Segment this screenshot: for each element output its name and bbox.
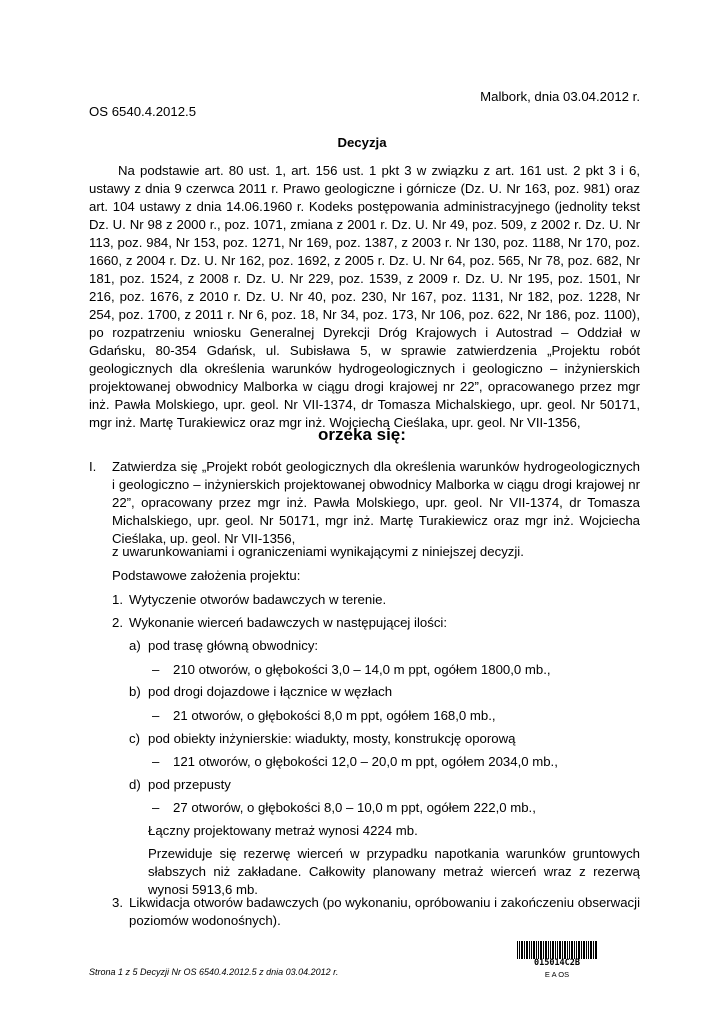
subitem-text: pod trasę główną obwodnicy: (148, 638, 319, 653)
ruling-heading: orzeka się: (318, 425, 406, 444)
item-number: 3. (112, 895, 123, 910)
section-marker: I. (89, 459, 97, 474)
dash-bullet: – (152, 662, 160, 677)
item-text: Likwidacja otworów badawczych (po wykonaniu, opróbowaniu i zakończeniu obserwacji poziomów wodonośnych). (129, 895, 640, 928)
subitem-letter: d) (129, 777, 141, 792)
barcode-number: 015014C2B (533, 958, 581, 968)
barcode-label: E A OS (544, 970, 570, 979)
drilling-detail: 210 otworów, o głębokości 3,0 – 14,0 m ppt, ogółem 1800,0 mb., (173, 662, 551, 677)
decision-title: Decyzja (337, 135, 387, 150)
drilling-detail: 27 otworów, o głębokości 8,0 – 10,0 m ppt, ogółem 222,0 mb., (173, 800, 536, 815)
drilling-detail: 121 otworów, o głębokości 12,0 – 20,0 m ppt, ogółem 2034,0 mb., (173, 754, 558, 769)
approval-paragraph: Zatwierdza się „Projekt robót geologicznych dla określenia warunków hydrogeologicznych i geologiczno – inżynierskich projektowanej obwodnicy Malborka w ciągu drogi krajowej nr 22”, opracowany przez mgr inż. Pawła Molskiego, upr. geol. Nr VII-1374, dr Tomasza Michalskiego, upr. geol. Nr 50171, mgr inż. Martę Turakiewicz oraz mgr inż. Wojciecha Cieślaka, up. geol. Nr VII-1356, (112, 459, 640, 546)
case-number: OS 6540.4.2012.5 (89, 104, 197, 119)
item-text: Wykonanie wierceń badawczych w następującej ilości: (129, 615, 448, 630)
barcode-graphic (517, 941, 597, 959)
subitem-text: pod drogi dojazdowe i łącznice w węzłach (148, 684, 393, 699)
item-number: 1. (112, 592, 123, 607)
subitem-text: pod przepusty (148, 777, 231, 792)
dash-bullet: – (152, 800, 160, 815)
assumptions-heading: Podstawowe założenia projektu: (112, 568, 301, 583)
item-text: Wytyczenie otworów badawczych w terenie. (129, 592, 387, 607)
legal-basis-paragraph: Na podstawie art. 80 ust. 1, art. 156 ust. 1 pkt 3 w związku z art. 161 ust. 2 pkt 3 i 6, ustawy z dnia 9 czerwca 2011 r. Prawo geologiczne i górnicze (Dz. U. Nr 163, poz. 981) oraz art. 104 ustawy z dnia 14.06.1960 r. Kodeks postępowania administracyjnego (jednolity tekst Dz. U. Nr 98 z 2000 r., poz. 1071, zmiana z 2001 r. Dz. U. Nr 49, poz. 509, z 2002 r. Dz. U. Nr 113, poz. 984, Nr 153, poz. 1271, Nr 169, poz. 1387, z 2003 r. Nr 130, poz. 1188, Nr 170, poz. 1660, z 2004 r. Dz. U. Nr 162, poz. 1692, z 2005 r. Dz. U. Nr 64, poz. 565, Nr 78, poz. 682, Nr 181, poz. 1524, z 2008 r. Dz. U. Nr 229, poz. 1539, z 2009 r. Dz. U. Nr 195, poz. 1501, Nr 216, poz. 1676, z 2010 r. Dz. U. Nr 40, poz. 230, Nr 167, poz. 1131, Nr 182, poz. 1228, Nr 254, poz. 1700, z 2011 r. Nr 6, poz. 18, Nr 34, poz. 173, Nr 106, poz. 622, Nr 186, poz. 1100), po rozpatrzeniu wniosku Generalnej Dyrekcji Dróg Krajowych i Autostrad – Oddział w Gdańsku, 80-354 Gdańsk, ul. Subisława 5, w sprawie zatwierdzenia „Projektu robót geologicznych dla określenia warunków hydrogeologicznych i geologiczno – inżynierskich projektowanej obwodnicy Malborka w ciągu drogi krajowej nr 22”, opracowanego przez mgr inż. Pawła Molskiego, upr. geol. Nr VII-1374, dr Tomasza Michalskiego, upr. geol. Nr 50171, mgr inż. Martę Turakiewicz oraz mgr inż. Wojciecha Cieślaka, upr. geol. Nr VII-1356, (89, 163, 640, 430)
dash-bullet: – (152, 708, 160, 723)
subitem-text: pod obiekty inżynierskie: wiadukty, mosty, konstrukcję oporową (148, 731, 516, 746)
dash-bullet: – (152, 754, 160, 769)
reserve-paragraph: Przewiduje się rezerwę wierceń w przypadku napotkania warunków gruntowych słabszych niż zakładane. Całkowity planowany metraż wierceń wraz z rezerwą wynosi 5913,6 mb. (148, 846, 640, 897)
place-date: Malbork, dnia 03.04.2012 r. (480, 89, 640, 104)
subitem-letter: a) (129, 638, 141, 653)
conditions-paragraph: z uwarunkowaniami i ograniczeniami wynikającymi z niniejszej decyzji. (112, 544, 524, 559)
subitem-letter: b) (129, 684, 141, 699)
total-meterage: Łączny projektowany metraż wynosi 4224 mb. (148, 823, 418, 838)
drilling-detail: 21 otworów, o głębokości 8,0 m ppt, ogółem 168,0 mb., (173, 708, 496, 723)
item-number: 2. (112, 615, 123, 630)
subitem-letter: c) (129, 731, 140, 746)
page-footer: Strona 1 z 5 Decyzji Nr OS 6540.4.2012.5 z dnia 03.04.2012 r. (89, 967, 339, 977)
